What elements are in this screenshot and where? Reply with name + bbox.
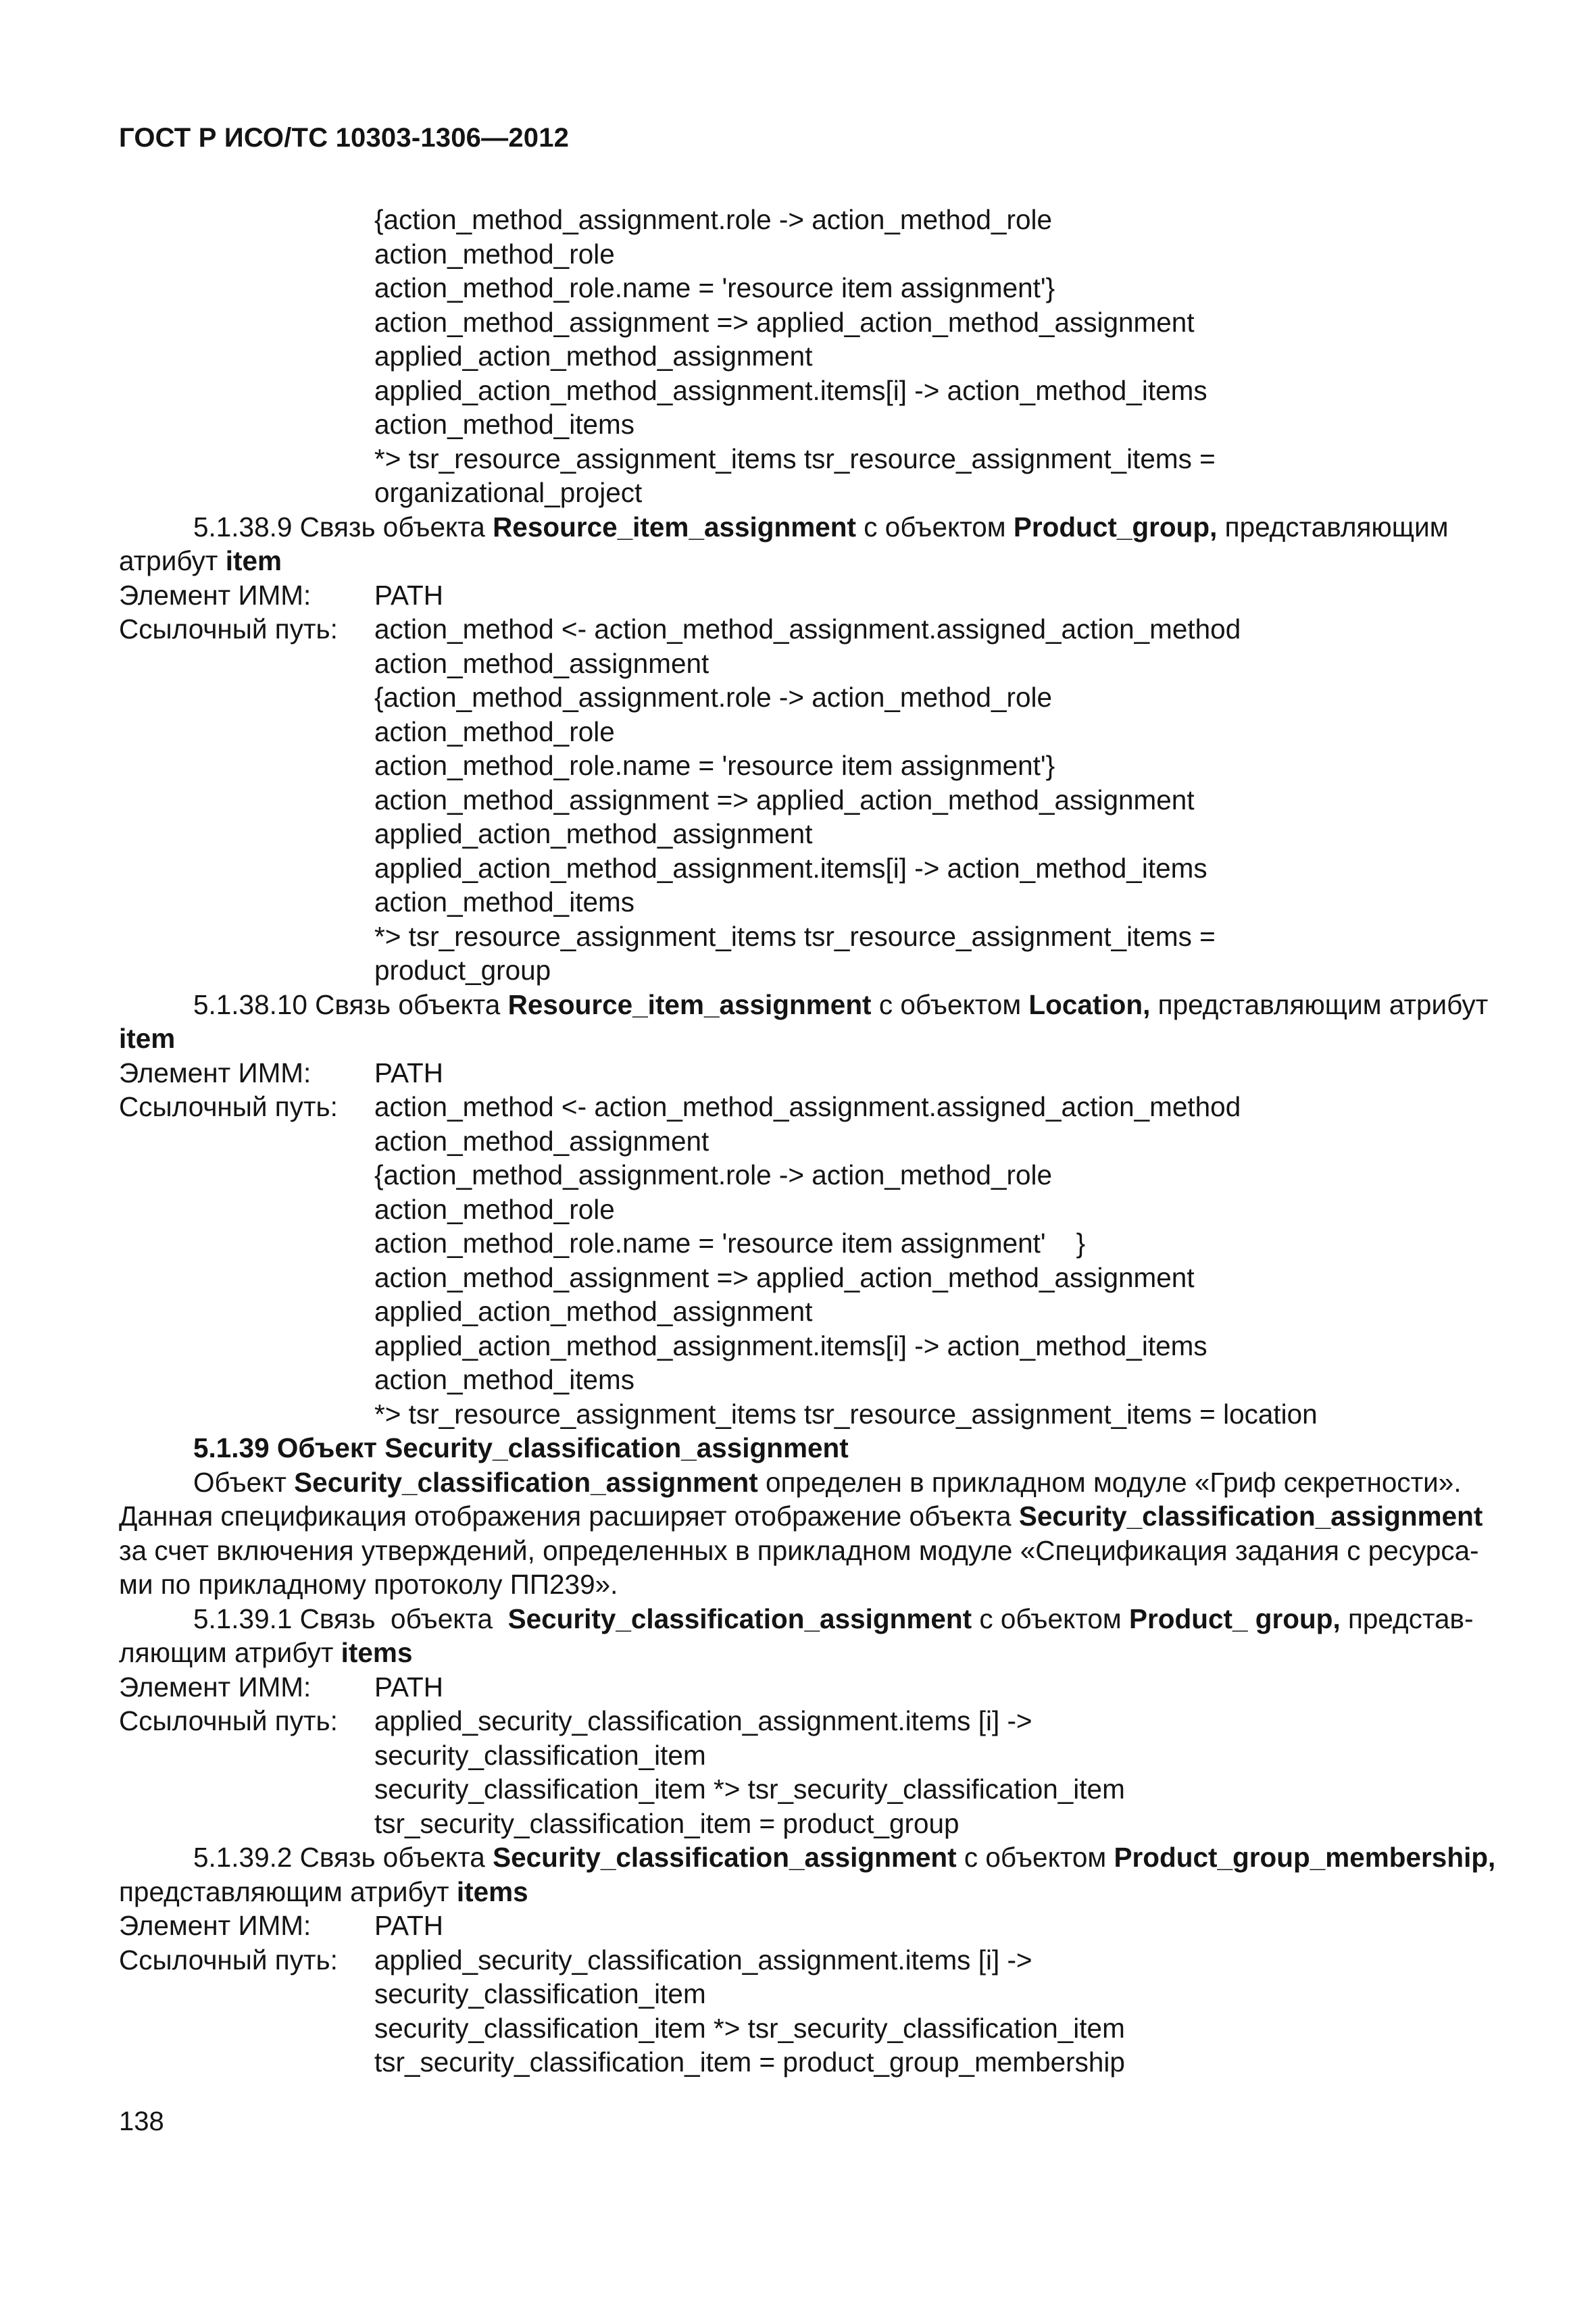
section-heading-5-1-39-2: 5.1.39.2 Связь объекта Security_classification_assignment с объектом Product_group_membership, <box>193 1842 1496 1873</box>
code-line: action_method_items <box>374 409 634 440</box>
element-value: PATH <box>374 1910 444 1941</box>
code-line: action_method <- action_method_assignment.assigned_action_method <box>374 1091 1241 1122</box>
code-line: applied_action_method_assignment.items[i] -> action_method_items <box>374 852 1207 884</box>
code-line: action_method_role.name = 'resource item assignment' } <box>374 1228 1086 1259</box>
code-line: applied_action_method_assignment.items[i] -> action_method_items <box>374 374 1207 406</box>
element-label: Элемент ИММ: <box>119 1910 311 1941</box>
element-row <box>119 1670 1477 1705</box>
code-line: applied_action_method_assignment <box>374 341 813 372</box>
code-line: action_method_assignment <box>374 1125 709 1157</box>
element-row <box>119 1909 1477 1943</box>
code-line: security_classification_item *> tsr_security_classification_item <box>374 1774 1125 1805</box>
code-line: *> tsr_resource_assignment_items tsr_resource_assignment_items = location <box>374 1398 1318 1430</box>
element-row <box>119 578 1477 613</box>
document-body <box>119 203 1496 2080</box>
element-label: Элемент ИММ: <box>119 1057 311 1088</box>
code-line: action_method_role <box>374 1193 615 1225</box>
code-line: product_group <box>374 955 551 986</box>
code-line: applied_action_method_assignment <box>374 1296 813 1327</box>
element-label: Элемент ИММ: <box>119 1671 311 1703</box>
code-line: action_method_assignment => applied_action_method_assignment <box>374 306 1195 338</box>
code-line: security_classification_item <box>374 1739 706 1771</box>
code-line: action_method_role.name = 'resource item assignment'} <box>374 750 1055 781</box>
path-label: Ссылочный путь: <box>119 613 338 645</box>
section-heading-5-1-39: 5.1.39 Объект Security_classification_assignment <box>193 1432 849 1463</box>
code-line: tsr_security_classification_item = product_group_membership <box>374 2046 1125 2078</box>
element-value: PATH <box>374 1671 444 1703</box>
section-heading-continued: item <box>119 1023 176 1054</box>
path-row <box>119 1704 1477 1738</box>
path-row <box>119 1943 1477 1978</box>
code-line: tsr_security_classification_item = product_group <box>374 1807 959 1839</box>
code-line: action_method_assignment => applied_action_method_assignment <box>374 784 1195 815</box>
section-heading-5-1-39-1: 5.1.39.1 Связь объекта Security_classification_assignment с объектом Product_ group, представ- <box>193 1603 1474 1634</box>
paragraph-line: Данная спецификация отображения расширяет отображение объекта Security_classification_assignment <box>119 1501 1483 1532</box>
document-header: ГОСТ Р ИСО/ТС 10303-1306—2012 <box>119 123 570 153</box>
code-line: applied_action_method_assignment <box>374 818 813 849</box>
code-line: action_method_role.name = 'resource item assignment'} <box>374 272 1055 303</box>
path-row <box>119 1090 1477 1124</box>
code-line: applied_action_method_assignment.items[i] -> action_method_items <box>374 1330 1207 1361</box>
code-line: security_classification_item <box>374 1978 706 2009</box>
path-label: Ссылочный путь: <box>119 1944 338 1976</box>
code-line: {action_method_assignment.role -> action_method_role <box>374 1159 1053 1190</box>
path-label: Ссылочный путь: <box>119 1091 338 1122</box>
code-line: *> tsr_resource_assignment_items tsr_resource_assignment_items = <box>374 443 1216 474</box>
section-heading-5-1-38-9: 5.1.38.9 Связь объекта Resource_item_assignment с объектом Product_group, представляющим <box>193 511 1449 543</box>
code-line: action_method_assignment <box>374 647 709 679</box>
section-heading-5-1-38-10: 5.1.38.10 Связь объекта Resource_item_assignment с объектом Location, представляющим атрибут <box>193 988 1489 1020</box>
code-line: action_method_role <box>374 715 615 747</box>
code-line: applied_security_classification_assignment.items [i] -> <box>374 1944 1032 1976</box>
code-line: {action_method_assignment.role -> action_method_role <box>374 204 1053 235</box>
path-label: Ссылочный путь: <box>119 1705 338 1736</box>
paragraph-line: Объект Security_classification_assignment определен в прикладном модуле «Гриф секретности». <box>193 1466 1462 1498</box>
code-line: security_classification_item *> tsr_security_classification_item <box>374 2012 1125 2044</box>
code-line: applied_security_classification_assignment.items [i] -> <box>374 1705 1032 1736</box>
section-heading-continued: ляющим атрибут items <box>119 1637 413 1668</box>
paragraph-line: за счет включения утверждений, определенных в прикладном модуле «Спецификация задания с ресурса- <box>119 1534 1479 1566</box>
section-heading-continued: представляющим атрибут items <box>119 1876 528 1907</box>
code-line: action_method_items <box>374 886 634 917</box>
element-label: Элемент ИММ: <box>119 579 311 611</box>
code-line: {action_method_assignment.role -> action_method_role <box>374 682 1053 713</box>
code-line: organizational_project <box>374 477 643 508</box>
element-value: PATH <box>374 1057 444 1088</box>
page-number: 138 <box>119 2107 164 2136</box>
code-line: *> tsr_resource_assignment_items tsr_resource_assignment_items = <box>374 920 1216 952</box>
path-row <box>119 612 1477 647</box>
section-heading-continued: атрибут item <box>119 545 282 576</box>
element-row <box>119 1056 1477 1090</box>
code-line: action_method_assignment => applied_action_method_assignment <box>374 1261 1195 1293</box>
paragraph-line: ми по прикладному протоколу ПП239». <box>119 1569 618 1600</box>
element-value: PATH <box>374 579 444 611</box>
code-line: action_method <- action_method_assignment.assigned_action_method <box>374 613 1241 645</box>
code-line: action_method_role <box>374 238 615 270</box>
code-line: action_method_items <box>374 1364 634 1395</box>
